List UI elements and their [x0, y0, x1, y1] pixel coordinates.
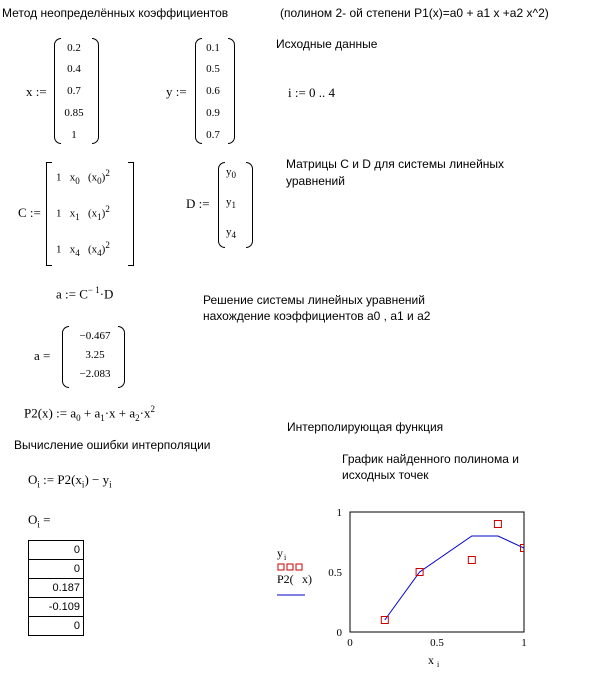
y-value: 0.9 — [206, 107, 220, 119]
i-range: i := 0 .. 4 — [288, 85, 336, 100]
x-axis-label-sub: i — [437, 660, 440, 669]
source-data-label: Исходные данные — [276, 37, 378, 51]
solve-expr: a := $C^{- 1}\cdot D$ — [56, 285, 114, 302]
table-row — [29, 541, 84, 560]
x-tick-label: 0 — [347, 637, 353, 649]
y-value: 0.1 — [206, 42, 220, 54]
a-value: −2.083 — [79, 368, 111, 380]
x-value: 0.85 — [64, 107, 84, 119]
y-value: 0.7 — [206, 129, 220, 141]
y-data-point — [494, 521, 501, 528]
table-row — [29, 598, 84, 617]
legend-p2-label: P2( — [277, 572, 294, 586]
error-value: 0 — [29, 541, 84, 560]
x-value: 0.4 — [67, 63, 81, 75]
y-data-point — [468, 557, 475, 564]
page-title: Метод неопределённых коэффициентов — [2, 6, 229, 20]
legend-point-marker — [287, 564, 293, 570]
y-tick-label: 0.5 — [328, 567, 342, 579]
p2-definition: P2(x) := $a_0 + a_1\cdot x + a_2\cdot x^2$ — [24, 404, 155, 423]
y-value: 0.5 — [206, 63, 220, 75]
legend-y-sub: i — [284, 553, 287, 562]
y-tick-label: 0 — [336, 627, 342, 639]
error-table — [28, 540, 84, 636]
error-value: 0.187 — [29, 579, 84, 598]
plot-frame — [350, 512, 524, 632]
graph-label: График найденного полинома и исходных точек — [342, 452, 519, 482]
solve-label: Решение системы линейных уравнений нахождение коэффициентов a0 , a1 и a2 — [203, 293, 431, 323]
x-value: 1 — [71, 129, 77, 141]
C-label: C := — [18, 205, 41, 220]
error-value: 0 — [29, 560, 84, 579]
x-label: x := — [26, 84, 47, 99]
x-tick-label: 0.5 — [430, 637, 444, 649]
y-data-point — [521, 545, 528, 552]
a-label: a = — [34, 348, 51, 363]
error-definition: $O_i$ := $P2(x_i) - y_i$ — [28, 472, 112, 490]
D-label: D := — [186, 196, 210, 211]
error-value: -0.109 — [29, 598, 84, 617]
error-value: 0 — [29, 617, 84, 636]
matrices-label: Матрицы C и D для системы линейных уравнений — [286, 157, 505, 188]
interp-label: Интерполирующая функция — [287, 420, 444, 434]
title-note: (полином 2- ой степени P1(x)=a0 + a1 x +a2 x^2) — [280, 6, 549, 20]
y-label: y := — [166, 84, 187, 99]
x-value: 0.2 — [67, 42, 81, 54]
legend-p2-arg: x) — [302, 572, 312, 586]
error-label: Вычисление ошибки интерполяции — [14, 438, 211, 452]
a-value: −0.467 — [79, 330, 111, 342]
legend-point-marker — [296, 564, 302, 570]
table-row — [29, 560, 84, 579]
x-value: 0.7 — [67, 85, 81, 97]
x-axis-label: x — [428, 653, 434, 667]
error-display-label: $O_i$ = — [28, 512, 51, 530]
a-value: 3.25 — [85, 349, 105, 361]
y-data-point — [416, 569, 423, 576]
x-tick-label: 1 — [521, 637, 527, 649]
y-data-point — [381, 617, 388, 624]
legend-y-label: y — [277, 546, 283, 560]
table-row — [29, 617, 84, 636]
legend-point-marker — [278, 564, 284, 570]
p2-series-line — [385, 536, 524, 620]
y-value: 0.6 — [206, 85, 220, 97]
y-tick-label: 1 — [336, 507, 342, 519]
table-row — [29, 579, 84, 598]
